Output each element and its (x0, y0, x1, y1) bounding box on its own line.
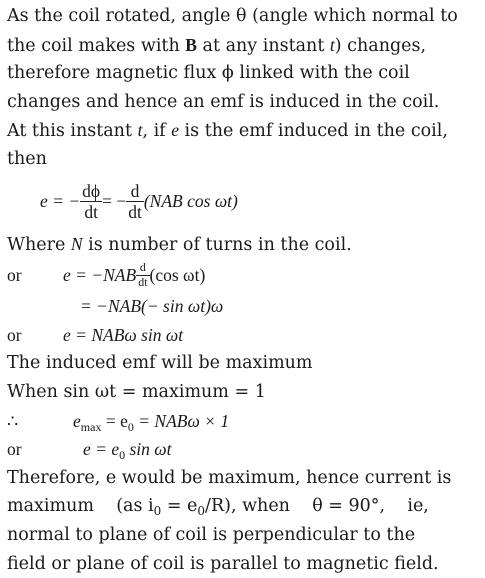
text-line-induced: The induced emf will be maximum (7, 349, 479, 378)
text-line-conclusion-4: field or plane of coil is parallel to magnetic field. (7, 550, 479, 578)
text-line-conclusion-2: maximum (as $i_0 = e_0/R$), when θ = 90°, ie, (7, 492, 479, 521)
equation-emf-definition: e = − $\frac{d\phi}{dt}$ = − $\frac{d}{dt}$ (NAB cos ωt) (7, 174, 479, 230)
text-line-3: therefore magnetic flux ϕ linked with the coil (7, 59, 479, 88)
equation-emf-max: ∴ $e_{max} = e_0 = NAB\omega \times 1$ (7, 407, 479, 436)
text-line-conclusion-3: normal to plane of coil is perpendicular to the (7, 521, 479, 550)
equation-emf-derivative: or e = −NAB $\frac{d}{dt}$ (cos ωt) (7, 258, 479, 292)
text-line-when: When sin ωt = maximum = 1 (7, 378, 479, 407)
text-line-where: Where N is number of turns in the coil. (7, 230, 479, 259)
equation-emf-sine-step: = −NAB(− sin ωt)ω (7, 292, 479, 321)
text-line-conclusion-1: Therefore, e would be maximum, hence current is (7, 464, 479, 493)
text-line-1: As the coil rotated, angle θ (angle which normal to (7, 2, 479, 31)
text-line-4: changes and hence an emf is induced in the coil. (7, 88, 479, 117)
text-line-6: then (7, 145, 479, 174)
fraction-d-dt-small: $\frac{d}{dt}$ (136, 261, 149, 290)
equation-emf-peak-form: or $e = e_0$ sin ωt (7, 435, 479, 464)
fraction-dphi-dt: $\frac{d\phi}{dt}$ (80, 181, 102, 222)
equation-emf-result: or e = NABω sin ωt (7, 321, 479, 350)
fraction-d-dt: $\frac{d}{dt}$ (126, 181, 144, 222)
field-vector-b: B (185, 35, 197, 55)
text-line-2: the coil makes with B at any instant t) changes, (7, 31, 479, 60)
text-line-5: At this instant t, if e is the emf induced in the coil, (7, 116, 479, 145)
